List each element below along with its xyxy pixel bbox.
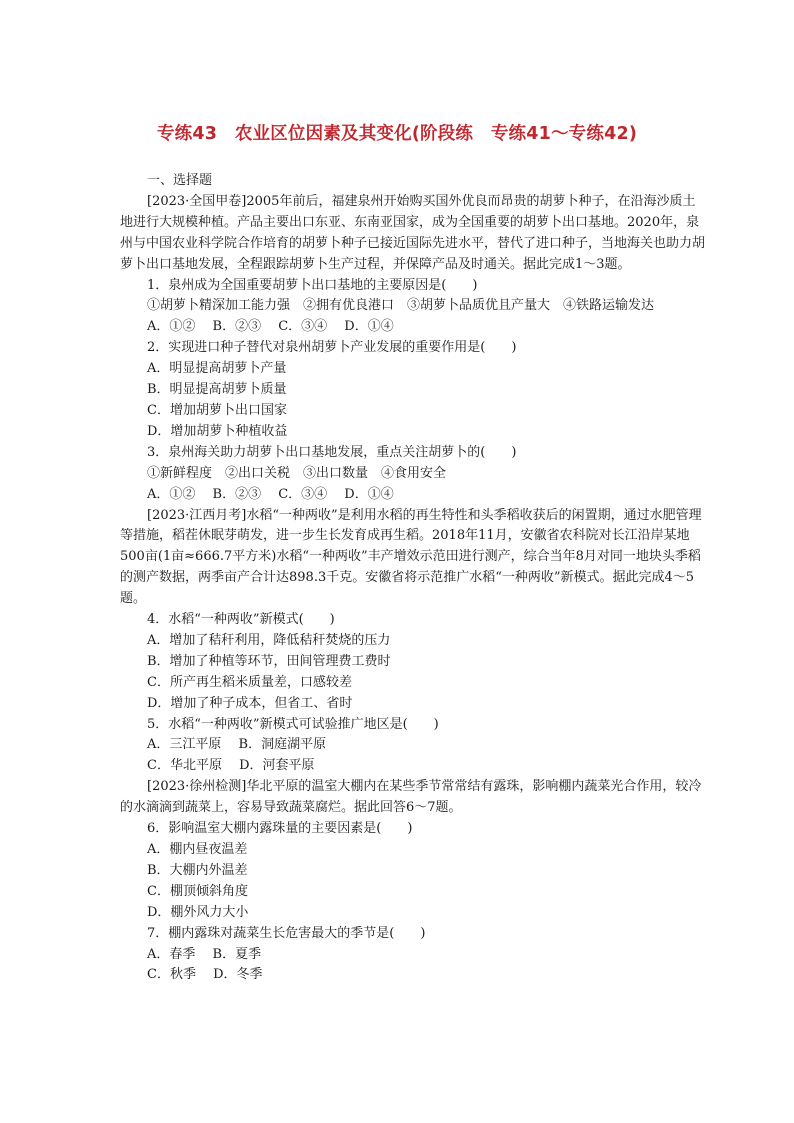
question-option: C．所产再生稻米质量差，口感较差 xyxy=(147,674,352,690)
question-option: A．三江平原 B．洞庭湖平原 xyxy=(147,737,327,753)
material-paragraph: [2023·徐州检测]华北平原的温室大棚内在某些季节常常结有露珠，影响棚内蔬菜光合作用，较冷的水滴滴到蔬菜上，容易导致蔬菜腐烂。据此回答6～7题。 xyxy=(120,779,702,816)
question-stem: 4．水稻“一种两收”新模式( ) xyxy=(147,612,335,628)
question-stem: 3．泉州海关助力胡萝卜出口基地发展，重点关注胡萝卜的( ) xyxy=(147,444,517,460)
question-option: A．①② B．②③ C．③④ D．①④ xyxy=(147,486,394,502)
material-paragraph: [2023·江西月考]水稻“一种两收”是利用水稻的再生特性和头季稻收获后的闲置期，通过水肥管理等措施，稻茬休眠芽萌发，进一步生长发育成再生稻。2018年11月，安徽省农科院对长江沿岸某地500亩(1亩≈666.7平方米)水稻“一种两收”丰产增效示范田进行测产，综合当年8月对同一地块头季稻的测产数据，两季亩产合计达898.3千克。安徽省将示范推广水稻“一种两收”新模式。据此完成4～5题。 xyxy=(120,507,702,607)
question-stem: 1．泉州成为全国重要胡萝卜出口基地的主要原因是( ) xyxy=(147,277,478,293)
question-option: A．①② B．②③ C．③④ D．①④ xyxy=(147,319,394,335)
material-paragraph: [2023·全国甲卷]2005年前后，福建泉州开始购买国外优良而昂贵的胡萝卜种子，在沿海沙质土地进行大规模种植。产品主要出口东亚、东南亚国家，成为全国重要的胡萝卜出口基地。2020年，泉州与中国农业科学院合作培育的胡萝卜种子已接近国际先进水平，替代了进口种子，当地海关也助力胡萝卜出口基地发展，全程跟踪胡萝卜生产过程，并保障产品及时通关。据此完成1～3题。 xyxy=(120,193,706,272)
section-heading: 一、选择题 xyxy=(147,173,213,188)
question-stem: 2．实现进口种子替代对泉州胡萝卜产业发展的重要作用是( ) xyxy=(147,340,517,356)
page-title: 专练43 农业区位因素及其变化(阶段练 专练41～专练42) xyxy=(156,124,638,144)
question-option: A．春季 B．夏季 xyxy=(147,946,262,962)
question-option: A．棚内昼夜温差 xyxy=(147,842,248,857)
question-stem: 6．影响温室大棚内露珠量的主要因素是( ) xyxy=(147,821,413,837)
question-option: C．棚顶倾斜角度 xyxy=(147,883,248,899)
question-option: D．增加胡萝卜种植收益 xyxy=(147,423,288,439)
question-stem: 5．水稻“一种两收”新模式可试验推广地区是( ) xyxy=(147,716,439,732)
question-option: C．增加胡萝卜出口国家 xyxy=(147,402,287,418)
question-option: B．大棚内外温差 xyxy=(147,862,248,878)
question-option: A．增加了秸秆利用，降低秸秆焚烧的压力 xyxy=(147,632,391,648)
question-option: A．明显提高胡萝卜产量 xyxy=(147,361,287,377)
question-option: C．华北平原 D．河套平原 xyxy=(147,758,315,774)
document-body xyxy=(120,171,706,986)
question-option: D．棚外风力大小 xyxy=(147,904,249,920)
question-option: B．增加了种植等环节，田间管理费工费时 xyxy=(147,653,391,669)
question-items: ①新鲜程度 ②出口关税 ③出口数量 ④食用安全 xyxy=(147,465,447,481)
question-option: C．秋季 D．冬季 xyxy=(147,967,263,983)
question-items: ①胡萝卜精深加工能力强 ②拥有优良港口 ③胡萝卜品质优且产量大 ④铁路运输发达 xyxy=(147,298,655,314)
question-option: D．增加了种子成本，但省工、省时 xyxy=(147,695,353,711)
question-stem: 7．棚内露珠对蔬菜生长危害最大的季节是( ) xyxy=(147,925,426,941)
question-option: B．明显提高胡萝卜质量 xyxy=(147,382,287,398)
